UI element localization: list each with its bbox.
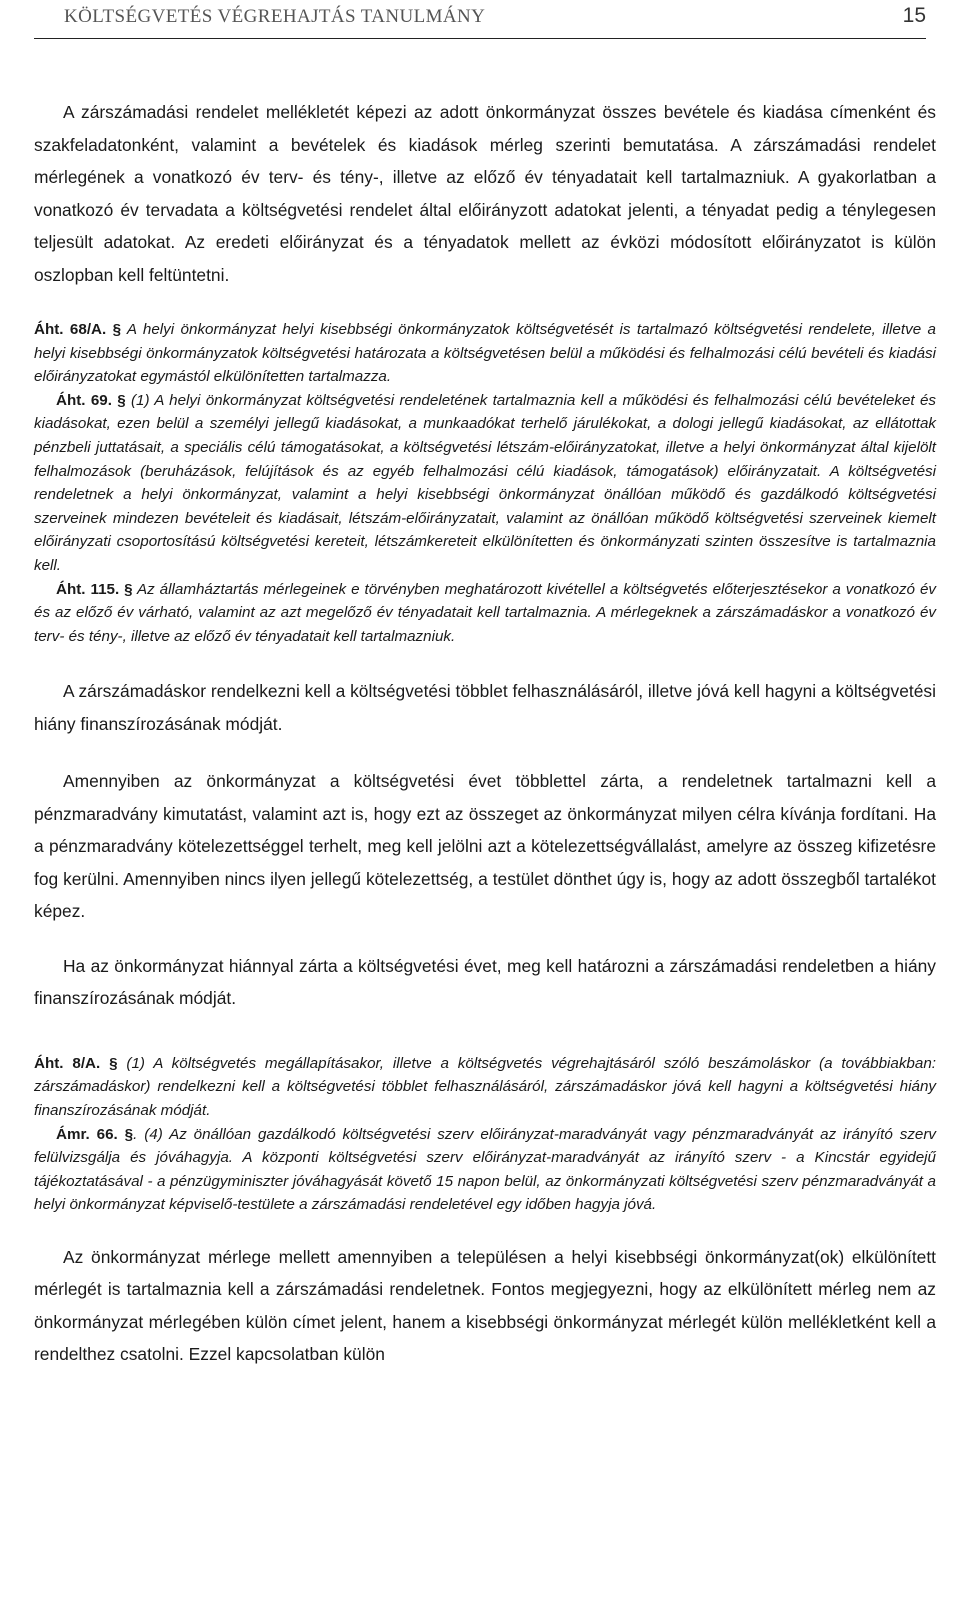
paragraph-minority-balance: Az önkormányzat mérlege mellett amennyiben a településen a helyi kisebbségi önkormányzat(ok) elkülönített mérlegét is tartalmaznia kell a zárszámadási rendeletnek. Fontos megjegyezni, hogy az elkülönített mérleg nem az önkormányzat mérlegében külön címet jelent, hanem a kisebbségi önkormányzat mérlegét külön mellékletként kell a rendelthez csatolni. Ezzel kapcsolatban külön: [34, 1246, 936, 1365]
legal-quote-aht-69: [34, 389, 936, 578]
legal-quote-aht-115: [34, 578, 936, 649]
legal-reference: Áht. 8/A. §: [34, 1054, 118, 1072]
legal-reference: Áht. 69. §: [56, 391, 126, 409]
legal-text: (1) A költségvetés megállapításakor, illetve a költségvetés végrehajtásáról szóló beszámoláskor (a továbbiakban: zárszámadáskor) rendelkezni kell a költségvetési többlet felhasználásáról, zárszámadáskor jóvá kell hagyni a költségvetési hiány finanszírozásának módját.: [34, 1054, 936, 1119]
paragraph-surplus-deficit: A zárszámadáskor rendelkezni kell a költségvetési többlet felhasználásáról, illetve jóvá kell hagyni a költségvetési hiány finanszírozásának módját.: [34, 681, 936, 734]
page-header: [34, 0, 926, 39]
paragraph-closing-accounts-annex: A zárszámadási rendelet mellékletét képezi az adott önkormányzat összes bevétele és kiadása címenként és szakfeladatonként, valamint a bevételek és kiadások mérleg szerinti bemutatása. A zárszámadási rendelet mérlegének a vonatkozó év terv- és tény-, illetve az előző év tényadatait kell tartalmazniuk. A gyakorlatban a vonatkozó év tervadata a költségvetési rendelet által előirányzott adatokat jelenti, a tényadat pedig a ténylegesen teljesült adatokat. Az eredeti előirányzat és a tényadatok mellett az évközi módosított előirányzatot is külön oszlopban kell feltüntetni.: [34, 102, 936, 285]
legal-reference: Áht. 115. §: [56, 580, 133, 598]
legal-text: (1) A helyi önkormányzat költségvetési rendeletének tartalmaznia kell a működési és felhalmozási célú bevételeket és kiadásokat, ezen belül a személyi jellegű kiadásokat, a munkaadókat terhelő járulékokat, a dologi jellegű kiadásokat, az ellátottak pénzbeli juttatásait, a speciális célú támogatásokat, a költségvetési létszám-előirányzatokat, illetve a helyi önkormányzat által kijelölt felhalmozások (beruházások, felújítások és az egyéb felhalmozási célú kiadások, támogatások) előirányzatait. A költségvetési rendeletnek a helyi önkormányzat, valamint a helyi kisebbségi önkormányzat önállóan működő és gazdálkodó költségvetési szerveinek mindezen bevételeit és kiadásait, létszám-előirányzatait, valamint az önállóan működő költségvetési szerveinek kiemelt előirányzati csoportosítású költségvetési kereteit, létszámkereteit elkülönítetten és önkormányzati szinten összesítve is tartalmaznia kell.: [34, 391, 936, 574]
legal-quote-amr-66: [34, 1123, 936, 1217]
paragraph-deficit-financing: Ha az önkormányzat hiánnyal zárta a költségvetési évet, meg kell határozni a zárszámadási rendeletben a hiány finanszírozásának módját.: [34, 955, 936, 1009]
legal-text: Az államháztartás mérlegeinek e törvényben meghatározott kivétellel a költségvetés előterjesztésekor a vonatkozó év és az előző év várható, valamint az azt megelőző év tényadatait kell tartalmaznia. A mérlegeknek a zárszámadáskor a vonatkozó év terv- és tény-, illetve az előző év tényadatait kell tartalmazniuk.: [34, 580, 936, 645]
paragraph-surplus-use: Amennyiben az önkormányzat a költségvetési évet többlettel zárta, a rendeletnek tartalmazni kell a pénzmaradvány kimutatást, valamint azt is, hogy ezt az összeget az önkormányzat milyen célra kívánja fordítani. Ha a pénzmaradvány kötelezettséggel terhelt, meg kell jelölni azt a kötelezettségvállalást, amelyre az összeg kifizetésre fog kerülni. Amennyiben nincs ilyen jellegű kötelezettség, a testület dönthet úgy is, hogy az adott összegből tartalékot képez.: [34, 771, 936, 922]
legal-text: A helyi önkormányzat helyi kisebbségi önkormányzatok költségvetését is tartalmazó költségvetési rendelete, illetve a helyi kisebbségi önkormányzatok költségvetési határozata a költségvetésen belül a működési és felhalmozási célú bevételi és kiadási előirányzatokat egymástól elkülönítetten tartalmazza.: [34, 321, 936, 386]
legal-reference: Ámr. 66. §: [56, 1125, 134, 1143]
legal-reference: Áht. 68/A. §: [34, 321, 122, 338]
legal-quote-aht-68a: [34, 318, 936, 389]
legal-quote-aht-8a: [34, 1052, 936, 1123]
page-number: 15: [902, 4, 926, 27]
document-body: [34, 96, 936, 1371]
legal-text: . (4) Az önállóan gazdálkodó költségvetési szerv előirányzat-maradványát vagy pénzmaradványát az irányító szerv felülvizsgálja és jóváhagyja. A központi költségvetési szerv előirányzat-maradványát az irányító szerv - a Kincstár egyidejű tájékoztatásával - a pénzügyminiszter jóváhagyását követő 15 napon belül, az önkormányzati költségvetési szerv pénzmaradványát a helyi önkormányzat képviselő-testülete a zárszámadási rendeletével egy időben hagyja jóvá.: [34, 1125, 937, 1214]
running-title: KÖLTSÉGVETÉS VÉGREHAJTÁS TANULMÁNY: [64, 6, 486, 27]
